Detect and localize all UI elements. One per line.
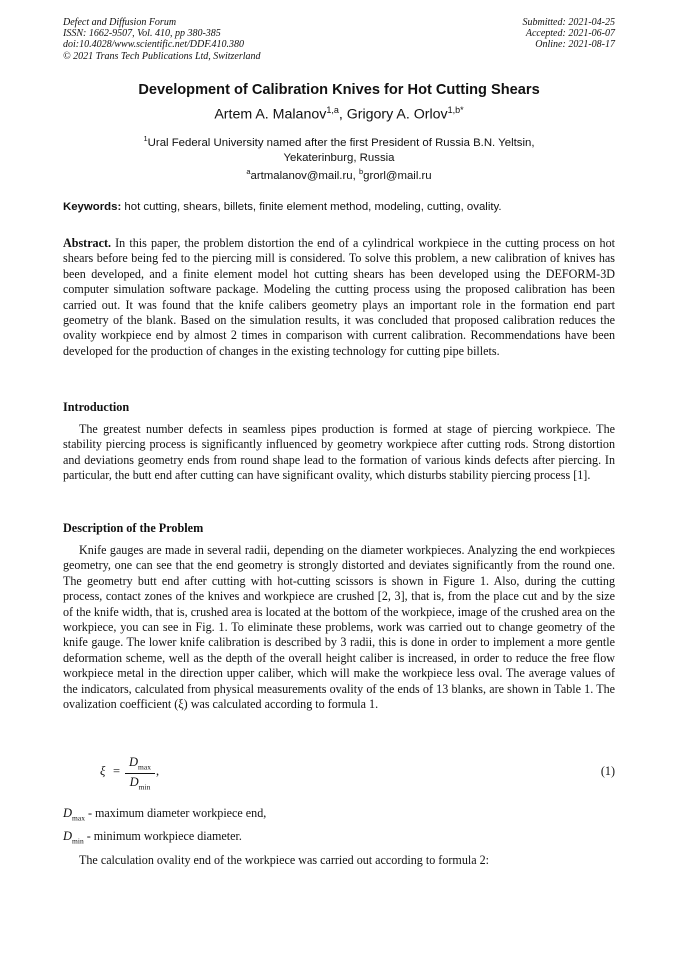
author-1: Artem A. Malanov	[214, 106, 327, 123]
email-a[interactable]: artmalanov@mail.ru,	[250, 169, 359, 182]
affiliation-sup: 1	[143, 134, 148, 143]
keywords-label: Keywords:	[63, 201, 122, 213]
fraction-bar	[125, 773, 155, 774]
affiliation	[63, 131, 615, 167]
abstract-label: Abstract.	[63, 236, 112, 250]
author-2: Grigory A. Orlov	[346, 106, 448, 123]
author-separator: ,	[338, 106, 347, 123]
introduction-heading: Introduction	[63, 400, 130, 414]
submitted-date: Submitted: 2021-04-25	[522, 17, 615, 28]
abstract	[63, 236, 615, 359]
formula-denominator: $D_{min}$	[129, 774, 151, 791]
dmin-sub: min	[72, 836, 84, 846]
abstract-text: In this paper, the problem distortion the end of a cylindrical workpiece in the cutting process on hot shears before being fed to the piercing mill is considered. To solve this problem, a new calibration of knives has been developed, and a finite element model hot cutting shears has been developed using the DEFORM-3D computer simulation software package. Modeling the cutting process using the proposed calibration has been carried out. It was found that the knife calibers geometry plays an important role in the formation end part geometry of the blank. Based on the simulation results, it was concluded that proposed calibration reduces the ovality workpiece end by almost 2 times in comparison with current calibration. Recommendations have been developed for the production of changes in the existing technology for cutting pipe billets.	[63, 236, 615, 358]
email-a-sup: a	[246, 167, 251, 176]
formula-comma: ,	[156, 764, 160, 778]
formula-equals: =	[113, 764, 121, 778]
email-b[interactable]: grorl@mail.ru	[363, 169, 432, 182]
issn: ISSN: 1662-9507, Vol. 410, pp 380-385	[63, 28, 221, 40]
dmax-var: D	[63, 806, 73, 820]
paper-title: Development of Calibration Knives for Hot Cutting Shears	[138, 82, 540, 98]
emails	[63, 167, 615, 182]
dmax-text: - maximum diameter workpiece end,	[84, 806, 267, 820]
equation-number: (1)	[600, 764, 615, 778]
affiliation-line-1: Ural Federal University named after the first President of Russia B.N. Yeltsin,	[147, 136, 535, 149]
introduction-text: The greatest number defects in seamless pipes production is formed at stage of piercing workpiece. The stability piercing process is significantly influenced by geometry workpiece after cutting rods. Strong distortion and deviations geometry ends from round shape lead to the formation of various kinds defects after piercing. In particular, the butt end after cutting can have significant ovality, which disturbs stability piercing process [1].	[63, 422, 615, 483]
dates-meta	[523, 17, 616, 51]
accepted-date: Accepted: 2021-06-07	[525, 28, 615, 40]
keywords	[63, 201, 615, 213]
formula-fraction	[125, 755, 155, 791]
doi: doi:10.4028/www.scientific.net/DDF.410.380	[63, 39, 245, 51]
dmin-var: D	[63, 829, 73, 843]
author-1-sup: 1,a	[326, 105, 339, 115]
definition-dmin	[63, 829, 242, 845]
online-date: Online: 2021-08-17	[535, 39, 615, 51]
email-b-sup: b	[358, 167, 364, 176]
problem-heading: Description of the Problem	[63, 521, 204, 535]
dmax-sub: max	[72, 813, 85, 823]
formula-numerator: $D_{max}$	[129, 755, 151, 772]
affiliation-line-2: Yekaterinburg, Russia	[283, 152, 395, 165]
journal-meta	[63, 17, 261, 62]
copyright: © 2021 Trans Tech Publications Ltd, Switzerland	[63, 50, 261, 62]
formula-lhs: ξ	[100, 764, 106, 778]
author-2-sup: 1,b*	[447, 105, 464, 115]
journal-name: Defect and Diffusion Forum	[63, 17, 177, 28]
keywords-text: hot cutting, shears, billets, finite element method, modeling, cutting, ovality.	[121, 201, 502, 213]
problem-text: Knife gauges are made in several radii, depending on the diameter workpieces. Analyzing the end workpieces geometry, one can see that the end geometry is strongly distorted and deviates significantly from the round one. The geometry butt end after cutting with hot-cutting scissors is shown in Figure 1. Also, during the cutting process, contact zones of the knives and workpiece are crushed [2, 3], that is, from the place cut and by the size of the knife width, that is, crushed area is located at the bottom of the workpiece, image of the crushed area on the workpiece, you can see in Fig. 1. To eliminate these problems, work was carried out to change geometry of the knife gauge. The lower knife calibration is described by 3 radii, this is done in order to implement a more gentle deformation scheme, well as the depth of the overall height caliber is increased, in order to reduce the free flow workpiece metal in the direction upper caliber, which will make the workpiece less oval. The average values of the indicators, calculated from physical measurements ovality of the ends of 13 blanks, are shown in Table 1. The ovalization coefficient (ξ) was calculated according to formula 1.	[63, 543, 615, 712]
dmin-text: - minimum workpiece diameter.	[83, 829, 242, 843]
authors	[63, 105, 615, 123]
closing-sentence: The calculation ovality end of the workpiece was carried out according to formula 2:	[79, 853, 490, 867]
definition-dmax	[63, 806, 266, 822]
